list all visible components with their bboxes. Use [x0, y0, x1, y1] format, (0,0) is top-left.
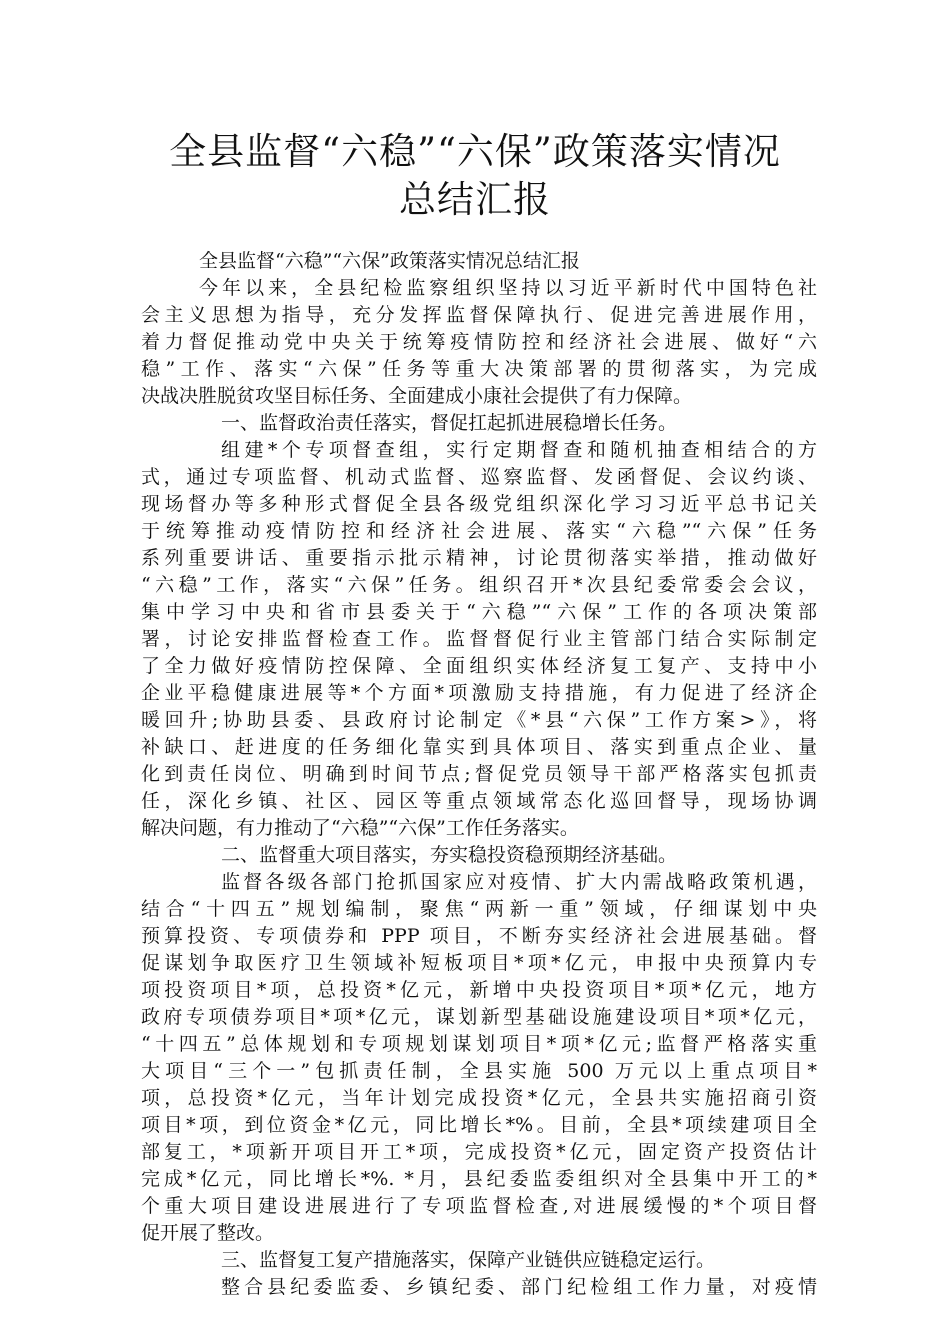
paragraph-line: 预算投资、专项债券和 PPP 项目，不断夯实经济社会进展基础。督	[141, 925, 817, 947]
paragraph-line: 项目*项，到位资金*亿元，同比增长*%。目前，全县*项续建项目全	[141, 1114, 817, 1136]
paragraph-line: 个重大项目建设进展进行了专项监督检查,对进展缓慢的*个项目督	[141, 1195, 817, 1217]
paragraph-line: 暖回升;协助县委、县政府讨论制定《*县“六保”工作方案>》，将	[141, 709, 817, 731]
paragraph-line: 现场督办等多种形式督促全县各级党组织深化学习习近平总书记关	[141, 493, 817, 515]
section-heading: 一、监督政治责任落实，督促扛起抓进展稳增长任务。	[221, 412, 678, 434]
paragraph-line: 任，深化乡镇、社区、园区等重点领域常态化巡回督导，现场协调	[141, 790, 817, 812]
paragraph-line: 监督各级各部门抢抓国家应对疫情、扩大内需战略政策机遇，	[221, 871, 817, 893]
paragraph-line: 项投资项目*项，总投资*亿元，新增中央投资项目*项*亿元，地方	[141, 979, 817, 1001]
paragraph-line: 结合“十四五”规划编制，聚焦“两新一重”领域，仔细谋划中央	[141, 898, 817, 920]
document-body	[141, 248, 817, 1301]
paragraph-line: 组建*个专项督查组，实行定期督查和随机抽查相结合的方	[221, 439, 817, 461]
paragraph-line: 部复工，*项新开项目开工*项，完成投资*亿元，固定资产投资估计	[141, 1141, 817, 1163]
section-heading: 二、监督重大项目落实，夯实稳投资稳预期经济基础。	[221, 844, 678, 866]
paragraph-line: 解决问题，有力推动了“六稳”“六保”工作任务落实。	[141, 817, 579, 839]
paragraph-line: 式，通过专项监督、机动式监督、巡察监督、发函督促、会议约谈、	[141, 466, 817, 488]
paragraph-line: 项，总投资*亿元，当年计划完成投资*亿元，全县共实施招商引资	[141, 1087, 817, 1109]
paragraph-line: 会主义思想为指导，充分发挥监督保障执行、促进完善进展作用，	[141, 304, 817, 326]
paragraph-line: 着力督促推动党中央关于统筹疫情防控和经济社会进展、做好“六	[141, 331, 817, 353]
paragraph-line: 稳”工作、落实“六保”任务等重大决策部署的贯彻落实，为完成	[141, 358, 817, 380]
document-title-line-2: 总结汇报	[399, 178, 551, 221]
paragraph-line: 决战决胜脱贫攻坚目标任务、全面建成小康社会提供了有力保障。	[141, 385, 693, 407]
paragraph-line: 今年以来，全县纪检监察组织坚持以习近平新时代中国特色社	[199, 277, 817, 299]
paragraph-line: 系列重要讲话、重要指示批示精神，讨论贯彻落实举措，推动做好	[141, 547, 817, 569]
paragraph-line: 署，讨论安排监督检查工作。监督督促行业主管部门结合实际制定	[141, 628, 817, 650]
paragraph-line: 化到责任岗位、明确到时间节点;督促党员领导干部严格落实包抓责	[141, 763, 817, 785]
paragraph-line: 企业平稳健康进展等*个方面*项激励支持措施，有力促进了经济企	[141, 682, 817, 704]
paragraph-line: 促开展了整改。	[141, 1222, 275, 1244]
paragraph-line: 整合县纪委监委、乡镇纪委、部门纪检组工作力量，对疫情	[221, 1276, 817, 1298]
paragraph-line: 完成*亿元，同比增长*%. *月，县纪委监委组织对全县集中开工的*	[141, 1168, 817, 1190]
paragraph-line: 集中学习中央和省市县委关于“六稳”“六保”工作的各项决策部	[141, 601, 817, 623]
paragraph-line: 于统筹推动疫情防控和经济社会进展、落实“六稳”“六保”任务	[141, 520, 817, 542]
paragraph-line: 补缺口、赶进度的任务细化靠实到具体项目、落实到重点企业、量	[141, 736, 817, 758]
paragraph-line: “六稳”工作，落实“六保”任务。组织召开*次县纪委常委会会议，	[141, 574, 817, 596]
paragraph-line: “十四五”总体规划和专项规划谋划项目*项*亿元;监督严格落实重	[141, 1033, 817, 1055]
paragraph-line: 促谋划争取医疗卫生领域补短板项目*项*亿元，申报中央预算内专	[141, 952, 817, 974]
document-title-line-1: 全县监督“六稳”“六保”政策落实情况	[169, 130, 781, 173]
paragraph-line: 政府专项债券项目*项*亿元，谋划新型基础设施建设项目*项*亿元，	[141, 1006, 817, 1028]
section-heading: 三、监督复工复产措施落实，保障产业链供应链稳定运行。	[221, 1249, 716, 1271]
subtitle-line: 全县监督“六稳”“六保”政策落实情况总结汇报	[199, 250, 580, 272]
paragraph-line: 大项目“三个一”包抓责任制，全县实施 500 万元以上重点项目*	[141, 1060, 817, 1082]
paragraph-line: 了全力做好疫情防控保障、全面组织实体经济复工复产、支持中小	[141, 655, 817, 677]
